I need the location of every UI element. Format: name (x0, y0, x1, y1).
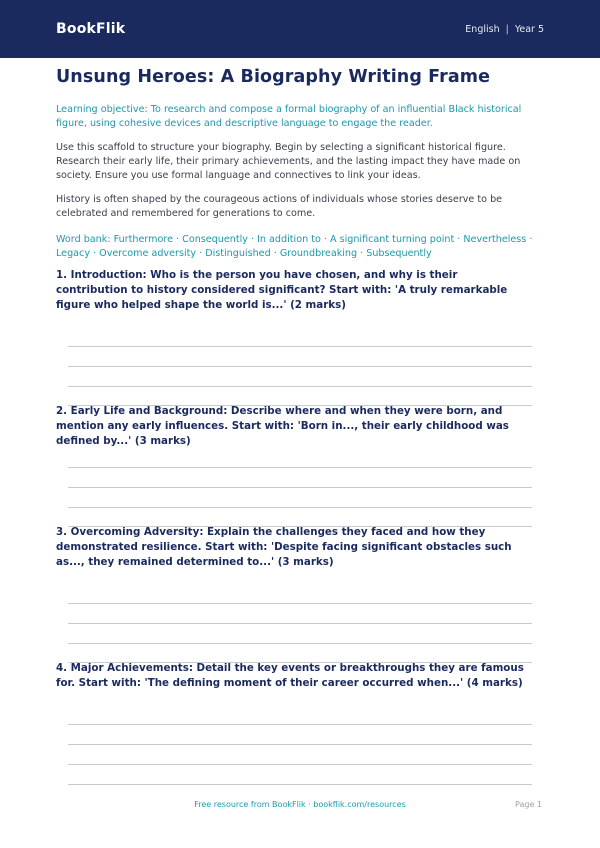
meta-separator: | (505, 23, 509, 35)
brand-logo-text[interactable]: BookFlik (56, 21, 126, 37)
answer-line[interactable] (68, 603, 532, 604)
worksheet-content (56, 58, 544, 261)
page-title: Unsung Heroes: A Biography Writing Frame (56, 67, 491, 87)
answer-line[interactable] (68, 744, 532, 745)
year-label: Year 5 (514, 23, 544, 35)
subject-label: English (465, 23, 500, 35)
question-4: 4. Major Achievements: Detail the key events or breakthroughs they are famous for. Start with: 'The defining moment of their career occurred when...' (4 marks) (56, 662, 524, 689)
answer-line[interactable] (68, 764, 532, 765)
question-2: 2. Early Life and Background: Describe where and when they were born, and mention any early influences. Start with: 'Born in..., their early childhood was defined by...' (3 marks) (56, 405, 509, 447)
answer-line[interactable] (68, 507, 532, 508)
context-paragraph: History is often shaped by the courageous actions of individuals whose stories deserve to be celebrated and remembered for generations to come. (56, 194, 503, 219)
answer-line[interactable] (68, 643, 532, 644)
answer-line[interactable] (68, 467, 532, 468)
answer-line[interactable] (68, 366, 532, 367)
answer-line[interactable] (68, 386, 532, 387)
answer-line[interactable] (68, 623, 532, 624)
intro-paragraph: Use this scaffold to structure your biography. Begin by selecting a significant historical figure. Research their early life, their primary achievements, and the lasting impact they have made on society. Ensure you use formal language and connectives to link your ideas. (56, 142, 521, 181)
answer-line[interactable] (68, 724, 532, 725)
word-bank: Word bank: Furthermore · Consequently · In addition to · A significant turning point · Nevertheless · Legacy · Overcome adversity · Distinguished · Groundbreaking · Subsequently (56, 234, 533, 259)
question-3: 3. Overcoming Adversity: Explain the challenges they faced and how they demonstrated resilience. Start with: 'Despite facing significant obstacles such as..., they remained determined to...' (3 marks) (56, 526, 512, 568)
footer-source-link[interactable]: Free resource from BookFlik · bookflik.com/resources (194, 800, 406, 809)
header-meta (465, 24, 544, 35)
answer-line[interactable] (68, 346, 532, 347)
page-footer (0, 800, 600, 816)
page-number: Page 1 (515, 800, 542, 809)
learning-objective: Learning objective: To research and compose a formal biography of an influential Black historical figure, using cohesive devices and descriptive language to engage the reader. (56, 104, 522, 129)
answer-line[interactable] (68, 487, 532, 488)
header-bar (0, 0, 600, 58)
answer-line[interactable] (68, 784, 532, 785)
question-1: 1. Introduction: Who is the person you have chosen, and why is their contribution to history considered significant? Start with: 'A truly remarkable figure who helped shape the world is...' (2 marks) (56, 269, 508, 311)
